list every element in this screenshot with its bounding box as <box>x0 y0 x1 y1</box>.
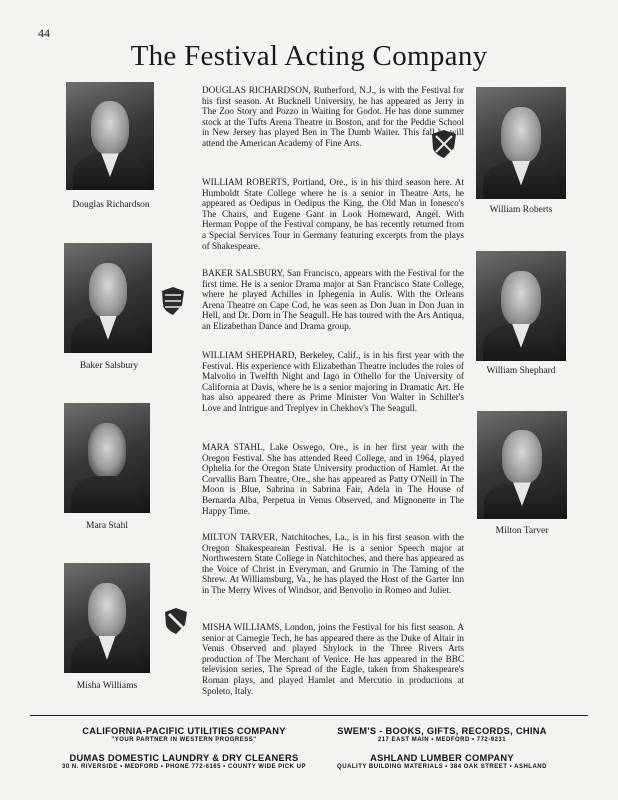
heraldic-crest-icon <box>160 285 186 317</box>
bio-baker-salsbury: BAKER SALSBURY, San Francisco, appears with the Festival for the first time. He is a senior Drama major at San Francisco State College, where he played Achilles in Iphegenia in Aulis. With the Orleans Arena Theatre on Cape Cod, he was seen as Don Juan in Don Juan in Hell, and Dr. Dorn in The Seagull. He has toured with the Ars Antiqua, an Elizabethan Dance and Drama group. <box>202 268 464 331</box>
ad-name: DUMAS DOMESTIC LAUNDRY & DRY CLEANERS <box>69 753 299 763</box>
ad-detail: 217 EAST MAIN • MEDFORD • 772-9231 <box>377 737 507 743</box>
caption-william-roberts: William Roberts <box>489 205 553 215</box>
photo-milton-tarver <box>477 411 567 519</box>
caption-misha-williams: Misha Williams <box>76 681 138 691</box>
bio-douglas-richardson: DOUGLAS RICHARDSON, Rutherford, N.J., is with the Festival for his first season. At Bucknell University, he has appeared as Jerry in The Zoo Story and Pozzo in Waiting for Godot. He has done summer stock at the Tufts Arena Theatre in Boston, and for the Peddie School in New Jersey has played Ben in The Dumb Waiter. This fall he will attend the American Academy of Fine Arts. <box>202 85 464 148</box>
ad-detail: 30 N. RIVERSIDE • MEDFORD • PHONE 772-6165 • COUNTY WIDE PICK UP <box>62 764 306 770</box>
ad-california-pacific <box>64 726 304 743</box>
photo-mara-stahl <box>64 403 150 513</box>
ad-name: CALIFORNIA-PACIFIC UTILITIES COMPANY <box>82 726 286 736</box>
page-title: The Festival Acting Company <box>130 40 488 72</box>
bio-william-roberts: WILLIAM ROBERTS, Portland, Ore., is in his third season here. At Humboldt State College where he is a senior in Theatre Arts, he appeared as Oedipus in Oedipus the King, the Old Man in Ionesco's The Chairs, and Eugene Gant in Look Homeward, Angel. With Herman Poppe of the Festival company, he has recently returned from a Special Services Tour in Germany featuring excerpts from the plays of Shakespeare. <box>202 177 464 251</box>
caption-mara-stahl: Mara Stahl <box>86 521 128 531</box>
photo-baker-salsbury <box>64 243 152 353</box>
ad-swems <box>328 726 556 743</box>
ad-dumas-laundry <box>44 753 324 770</box>
caption-william-shephard: William Shephard <box>486 366 556 376</box>
footer-divider <box>30 715 588 716</box>
ad-detail: QUALITY BUILDING MATERIALS • 384 OAK STREET • ASHLAND <box>337 764 547 770</box>
bio-misha-williams: MISHA WILLIAMS, London, joins the Festival for his first season. A senior at Carnegie Tech, he has appeared there as the Duke of Altair in Venus Observed and played Shylock in the Three Rivers Arts production of The Merchant of Venice. He has appeared in the BBC television series, The Spread of the Eagle, taken from Shakespeare's Roman plays, and played Hamlet and Mercutio in productions at Spoleto, Italy. <box>202 622 464 696</box>
photo-douglas-richardson <box>66 82 154 190</box>
caption-baker-salsbury: Baker Salsbury <box>79 361 139 371</box>
photo-misha-williams <box>64 563 150 673</box>
ad-name: ASHLAND LUMBER COMPANY <box>370 753 514 763</box>
ad-detail: "YOUR PARTNER IN WESTERN PROGRESS" <box>111 737 257 743</box>
ad-name: SWEM'S - BOOKS, GIFTS, RECORDS, CHINA <box>337 726 547 736</box>
caption-milton-tarver: Milton Tarver <box>495 526 549 536</box>
bio-milton-tarver: MILTON TARVER, Natchitoches, La., is in his first season with the Oregon Shakespearean Festival. He is a senior Speech major at Northwestern State College in Natchitoches, and there has appeared as the Voice of Christ in Everyman, and Grumio in The Taming of the Shrew. At Williamsburg, Va., he has played the Host of the Garter Inn in The Merry Wives of Windsor, and Benvolio in Romeo and Juliet. <box>202 532 464 595</box>
photo-william-roberts <box>476 87 566 199</box>
bio-mara-stahl: MARA STAHL, Lake Oswego, Ore., is in her first year with the Oregon Festival. She has attended Reed College, and in 1964, played Ophelia for the Oregon State University production of Hamlet. At the Corvallis Barn Theatre, Ore., she has appeared as Patty O'Neill in The Moon is Blue, Sabrina in Sabrina Fair, Adela in The House of Bernarda Alba, Perpetua in Venus Observed, and Mignonette in The Happy Time. <box>202 442 464 516</box>
caption-douglas-richardson: Douglas Richardson <box>72 200 150 210</box>
photo-william-shephard <box>476 251 566 361</box>
heraldic-crest-icon <box>163 606 189 636</box>
page-number: 44 <box>38 26 50 40</box>
ad-ashland-lumber <box>330 753 554 770</box>
bio-william-shephard: WILLIAM SHEPHARD, Berkeley, Calif., is in his first year with the Festival. His experience with Elizabethan Theatre includes the roles of Malvolio in Twelfth Night and Iago in Othello for the University of California at Davis, where he is a senior majoring in Dramatic Art. He has also appeared there as Prime Minister Von Walter in Schiller's Love and Intrigue and Treplyev in Chekhov's The Seagull. <box>202 350 464 413</box>
